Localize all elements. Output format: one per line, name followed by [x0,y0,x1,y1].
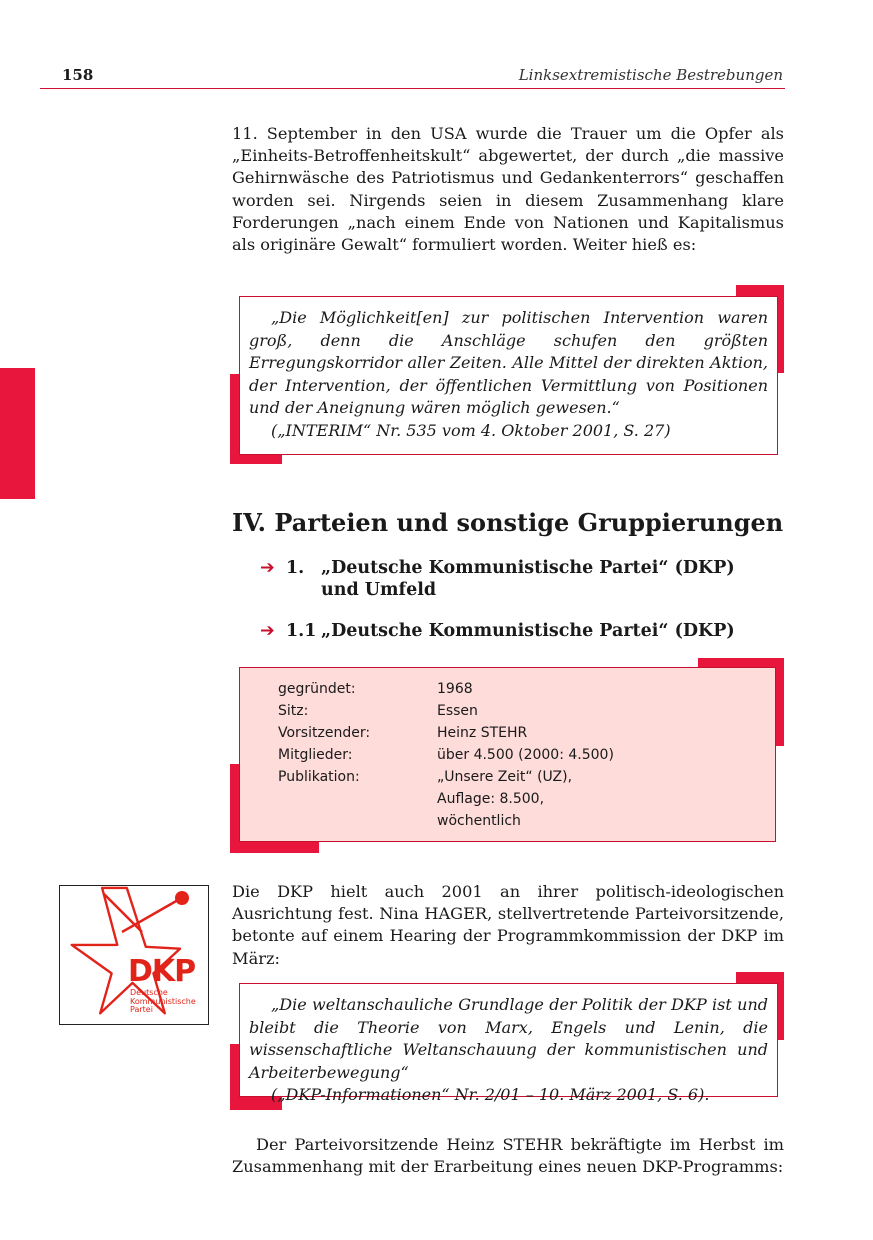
fact-value: über 4.500 (2000: 4.500) [437,747,614,763]
quote1-text: „Die Möglichkeit[en] zur politischen Intervention waren groß, denn die Anschläge schufen den größten Erregungskorridor aller Zeiten. Alle Mittel der direkten Aktion, der Intervention, der öffentlichen Vermittlung von Positionen und der Aneignung wären möglich gewesen.“ [249,308,768,417]
logo-line-1: Deutsche [130,988,168,997]
fact-table [278,678,614,832]
quote1-box [239,296,778,455]
logo-line-2: Kommunistische [130,996,196,1006]
quote1-source: („INTERIM“ Nr. 535 vom 4. Oktober 2001, S. 27) [271,420,671,440]
fact-row [278,678,614,700]
paragraph-3-text: Der Parteivorsitzende Heinz STEHR bekräftigte im Herbst im Zusammenhang mit der Erarbeitung eines neuen DKP-Programms: [232,1135,784,1177]
subheading-2-number: 1.1 [286,621,317,641]
fact-row [278,788,614,810]
dkp-logo [59,885,209,1025]
paragraph-2-text: Die DKP hielt auch 2001 an ihrer politisch-ideologischen Ausrichtung fest. Nina HAGER, stellvertretende Parteivorsitzende, betonte auf einem Hearing der Programmkommission der DKP im März: [232,882,784,968]
intro-paragraph-text: 11. September in den USA wurde die Trauer um die Opfer als „Einheits-Betroffenheitskult“ abgewertet, der durch „die massive Gehirnwäsche des Patriotismus und Gedankenterrors“ geschaffen worden sei. Nirgends seien in diesem Zusammenhang klare Forderungen „nach einem Ende von Nationen und Kapitalismus als originäre Gewalt“ formuliert worden. Weiter hieß es: [232,124,784,255]
fact-label: Mitglieder: [278,747,353,763]
running-title: Linksextremistische Bestrebungen [518,66,783,84]
fact-value: wöchentlich [437,813,521,829]
subheading-2-title: „Deutsche Kommunistische Partei“ (DKP) [321,621,735,641]
quote2-source: („DKP-Informationen“ Nr. 2/01 – 10. März 2001, S. 6). [271,1085,710,1104]
fact-row [278,766,614,788]
fact-row [278,700,614,722]
fact-value: Heinz STEHR [437,725,528,741]
fact-label: Sitz: [278,703,309,719]
section-heading: IV. Parteien und sonstige Gruppierungen [232,508,784,537]
arrow-right-icon: ➔ [260,558,275,578]
quote2-box [239,983,778,1104]
fact-value: 1968 [437,681,473,697]
header-rule [40,88,785,89]
fact-value: Essen [437,703,478,719]
paragraph-2 [232,881,784,970]
margin-tab [0,368,35,499]
fact-label [278,788,437,810]
subheading-1-title: „Deutsche Kommunistische Partei“ (DKP) und Umfeld [321,558,735,600]
intro-paragraph [232,123,784,256]
fact-box [239,667,776,842]
logo-subtitle [130,989,196,1015]
subheading-1-number: 1. [286,558,305,578]
page-number: 158 [62,66,94,84]
fact-row [278,744,614,766]
fact-value: „Unsere Zeit“ (UZ), [437,769,573,785]
fact-row [278,722,614,744]
fact-value: Auflage: 8.500, [437,791,545,807]
paragraph-3 [232,1134,784,1178]
fact-row [278,810,614,832]
fact-label: gegründet: [278,681,356,697]
logo-wordmark: DKP [128,954,196,989]
arrow-right-icon: ➔ [260,621,275,641]
fact-label: Vorsitzender: [278,725,371,741]
fact-label [278,810,437,832]
quote2-text: „Die weltanschauliche Grundlage der Politik der DKP ist und bleibt die Theorie von Marx, Engels und Lenin, die wissenschaftliche Weltanschauung der kommunistischen und Arbeiterbewegung“ [249,995,768,1082]
logo-line-3: Partei [130,1005,153,1014]
fact-label: Publikation: [278,769,360,785]
